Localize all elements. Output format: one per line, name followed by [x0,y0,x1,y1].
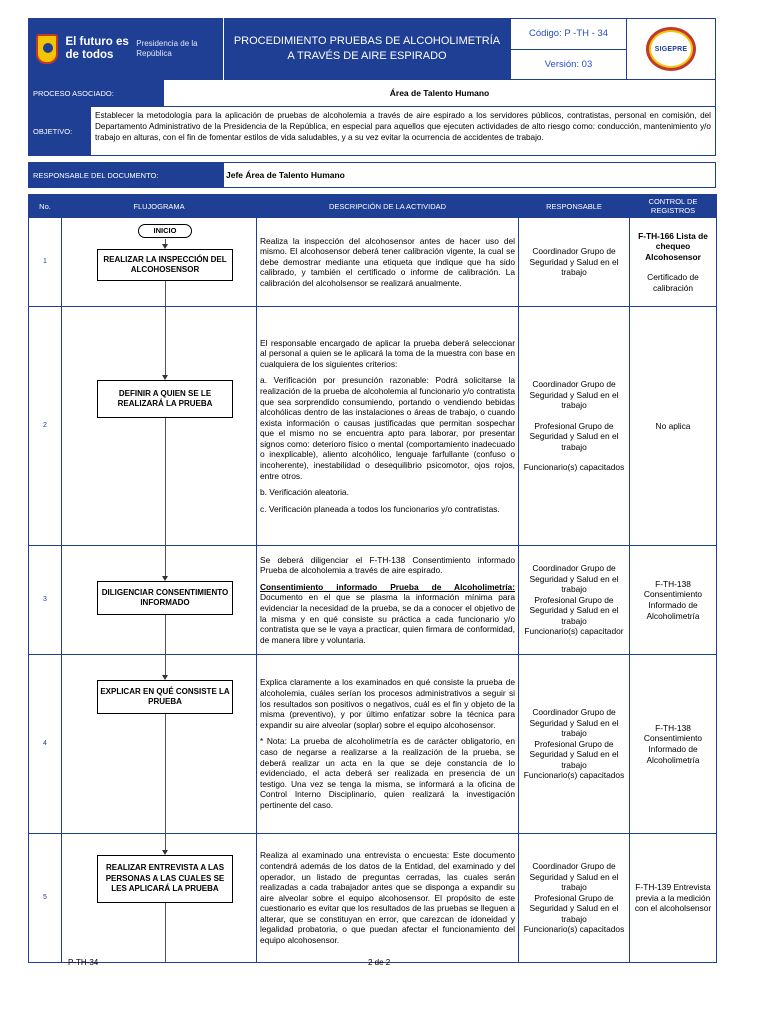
process-value: Área de Talento Humano [389,88,490,98]
flow-cell [62,834,257,963]
responsible-value: Jefe Área de Talento Humano [226,170,345,180]
document-code: Código: P -TH - 34 [511,19,626,50]
table-row [29,655,717,834]
step-number: 3 [29,546,62,655]
records-cell: F-TH-138 Consentimiento Informado de Alcoholimetría [630,546,717,655]
objective-row [28,107,716,156]
col-ctrl: CONTROL DE REGISTROS [630,195,717,218]
records-cell: No aplica [630,307,717,546]
flow-cell [62,655,257,834]
flow-cell [62,218,257,307]
coat-of-arms-icon [36,34,58,64]
document-header [28,18,716,80]
flow-cell [62,546,257,655]
responsible-cell: Coordinador Grupo de Seguridad y Salud en el trabajo [519,218,630,307]
start-terminal: INICIO [138,224,192,238]
records-cell: F-TH-138 Consentimiento Informado de Alcoholimetría [630,655,717,834]
col-desc: DESCRIPCIÓN DE LA ACTIVIDAD [257,195,519,218]
flow-step-box: REALIZAR LA INSPECCIÓN DEL ALCOHOSENSOR [97,249,233,281]
responsible-cell: Coordinador Grupo de Seguridad y Salud en el trabajo Profesional Grupo de Seguridad y Salud en el trabajo Funcionario(s) capacitados [519,834,630,963]
flow-step-box: REALIZAR ENTREVISTA A LAS PERSONAS A LAS CUALES SE LES APLICARÁ LA PRUEBA [97,855,233,903]
process-row [28,80,716,107]
document-sheet [28,18,716,963]
activity-description: Realiza la inspección del alcohosensor antes de hacer uso del mismo. El alcohosensor deberá tener calibración vigente, la cual se debe demostrar mediante una etiqueta que indique que ha sido calibrado, y también el certificado o informe de calibración. La calibración del alcoholsensor se realizará anualmente. [257,218,519,307]
footer-code: P-TH-34 [68,958,99,967]
responsible-cell: Coordinador Grupo de Seguridad y Salud en el trabajo Profesional Grupo de Seguridad y Salud en el trabajo Funcionario(s) capacitados [519,307,630,546]
step-number: 5 [29,834,62,963]
table-row [29,307,717,546]
objective-value: Establecer la metodología para la aplicación de pruebas de alcoholemia a través de aire espirado a los servidores públicos, contratistas, personal en comisión, del Departamento Administrativo de la Presidencia de la República, en especial para aquellos que ejecuten actividades de alto riesgo como: conducción, mantenimiento y/o trabajo en alturas, con el fin de fomentar estilos de vida saludables, y a su vez evitar la ocurrencia de accidentes de trabajo. [95,111,711,142]
title-line-2: A TRAVÉS DE AIRE ESPIRADO [287,50,447,62]
table-row [29,218,717,307]
table-row [29,834,717,963]
records-cell: F-TH-166 Lista de chequeo Alcohosensor Certificado de calibración [630,218,717,307]
table-header-row [29,195,717,218]
col-resp: RESPONSABLE [519,195,630,218]
activity-description: Se deberá diligenciar el F-TH-138 Consentimiento informado Prueba de alcoholemia a través de aire espirado. Consentimiento informado Prueba de Alcoholimetría: Documento en el que se plasma la información mínima para evidenciar la necesidad de la prueba, se da a conocer el objetivo de la misma y en qué consiste su práctica a cada funcionario y/o contratista que se le vaya a practicar, quien firmara de conformidad, de manera libre y voluntaria. [257,546,519,655]
responsible-row [28,162,716,188]
consent-definition: Consentimiento informado Prueba de Alcoholimetría: Documento en el que se plasma la información mínima para evidenciar la necesidad de la prueba, se da a conocer el objetivo de la misma y en qué consiste su práctica a cada funcionario y/o contratista que se le vaya a practicar, quien firmara de conformidad, de manera libre y voluntaria. [260,581,515,645]
government-logo [28,18,223,80]
objective-label: OBJETIVO: [29,107,91,155]
presidency-label: Presidencia de la República [136,39,198,58]
responsible-label: RESPONSABLE DEL DOCUMENTO: [29,163,224,187]
brand-slogan: El futuro es de todos [65,36,129,61]
consent-term: Consentimiento informado Prueba de Alcoholimetría: [260,581,515,592]
procedure-table [28,194,717,963]
sigepre-seal [627,18,716,80]
activity-description: El responsable encargado de aplicar la prueba deberá seleccionar al personal a quien se le aplicará la toma de la muestra con base en cualquiera de los siguientes criterios: a. Verificación por presunción razonable: Podrá solicitarse la realización de la prueba de alcoholemia al funcionario y/o contratista que sea sorprendido consumiendo, portando o vendiendo bebidas alcohólicas dentro de las instalaciones o áreas de trabajo, o cuando exista información o causas justificadas que permitan sospechar que el mismo no se encuentra apto para laborar, por presentar signos como: deterioro físico o mental (comportamiento inadecuado o inexplicable), aliento alcohólico, lenguaje farfullante (confuso o incoherente), inestabilidad o desequilibrio psicomotor, ojos rojos, entre otros. b. Verificación aleatoria. c. Verificación planeada a todos los funcionarios y/o contratistas. [257,307,519,546]
document-title [223,18,510,80]
table-row [29,546,717,655]
flow-step-box: DEFINIR A QUIEN SE LE REALIZARÁ LA PRUEBA [97,380,233,418]
flow-cell [62,307,257,546]
step-number: 1 [29,218,62,307]
col-no: No. [29,195,62,218]
flow-step-box: DILIGENCIAR CONSENTIMIENTO INFORMADO [97,581,233,615]
activity-description: Explica claramente a los examinados en qué consiste la prueba de alcoholemia, cuáles serían los procesos administrativos a seguir si los resultados son positivos o negativos, cuál es el fin y objeto de la misma (preventivo), y por último enfatizar sobre la técnica para expandir su aire alveolar (soplar) sobre el equipo alcohosensor. * Nota: La prueba de alcoholimetría es de carácter obligatorio, en caso de negarse a realizarse a la realización de la prueba, se deberá realizar un acta en la que se deje constancia de lo evidenciado, el acta deberá ser realizada en presencia de un testigo. Una vez se tenga la misma, se informará a la oficina de Control Interno Disciplinario, quien realizará la investigación pertinente del caso. [257,655,519,834]
step-number: 2 [29,307,62,546]
responsible-cell: Coordinador Grupo de Seguridad y Salud en el trabajo Profesional Grupo de Seguridad y Salud en el trabajo Funcionario(s) capacitados [519,655,630,834]
title-line-1: PROCEDIMIENTO PRUEBAS DE ALCOHOLIMETRÍA [233,35,501,47]
sigepre-seal-icon: SIGEPRE [646,27,696,71]
activity-description: Realiza al examinado una entrevista o encuesta: Este documento contendrá además de los datos de la Entidad, del examinado y del operador, un listado de preguntas cerradas, las cuales serán realizadas a cada trabajador antes que se disponga a expandir su aire alveolar sobre el equipo alcohosensor. El propósito de este cuestionario es evitar que los resultados de las pruebas se lleguen a alterar, que se constituyan en error, que carezcan de idoneidad y legalidad probatoria, o que puedan afectar el funcionamiento del equipo alcohosensor. [257,834,519,963]
process-label: PROCESO ASOCIADO: [29,80,164,106]
col-flow: FLUJOGRAMA [62,195,257,218]
page-number: 2 de 2 [368,958,391,967]
responsible-cell: Coordinador Grupo de Seguridad y Salud en el trabajo Profesional Grupo de Seguridad y Salud en el trabajo Funcionario(s) capacitador [519,546,630,655]
step-number: 4 [29,655,62,834]
code-version-box [510,18,627,80]
document-version: Versión: 03 [544,58,593,70]
records-cell: F-TH-139 Entrevista previa a la medición con el alcoholsensor [630,834,717,963]
flow-step-box: EXPLICAR EN QUÉ CONSISTE LA PRUEBA [97,680,233,714]
